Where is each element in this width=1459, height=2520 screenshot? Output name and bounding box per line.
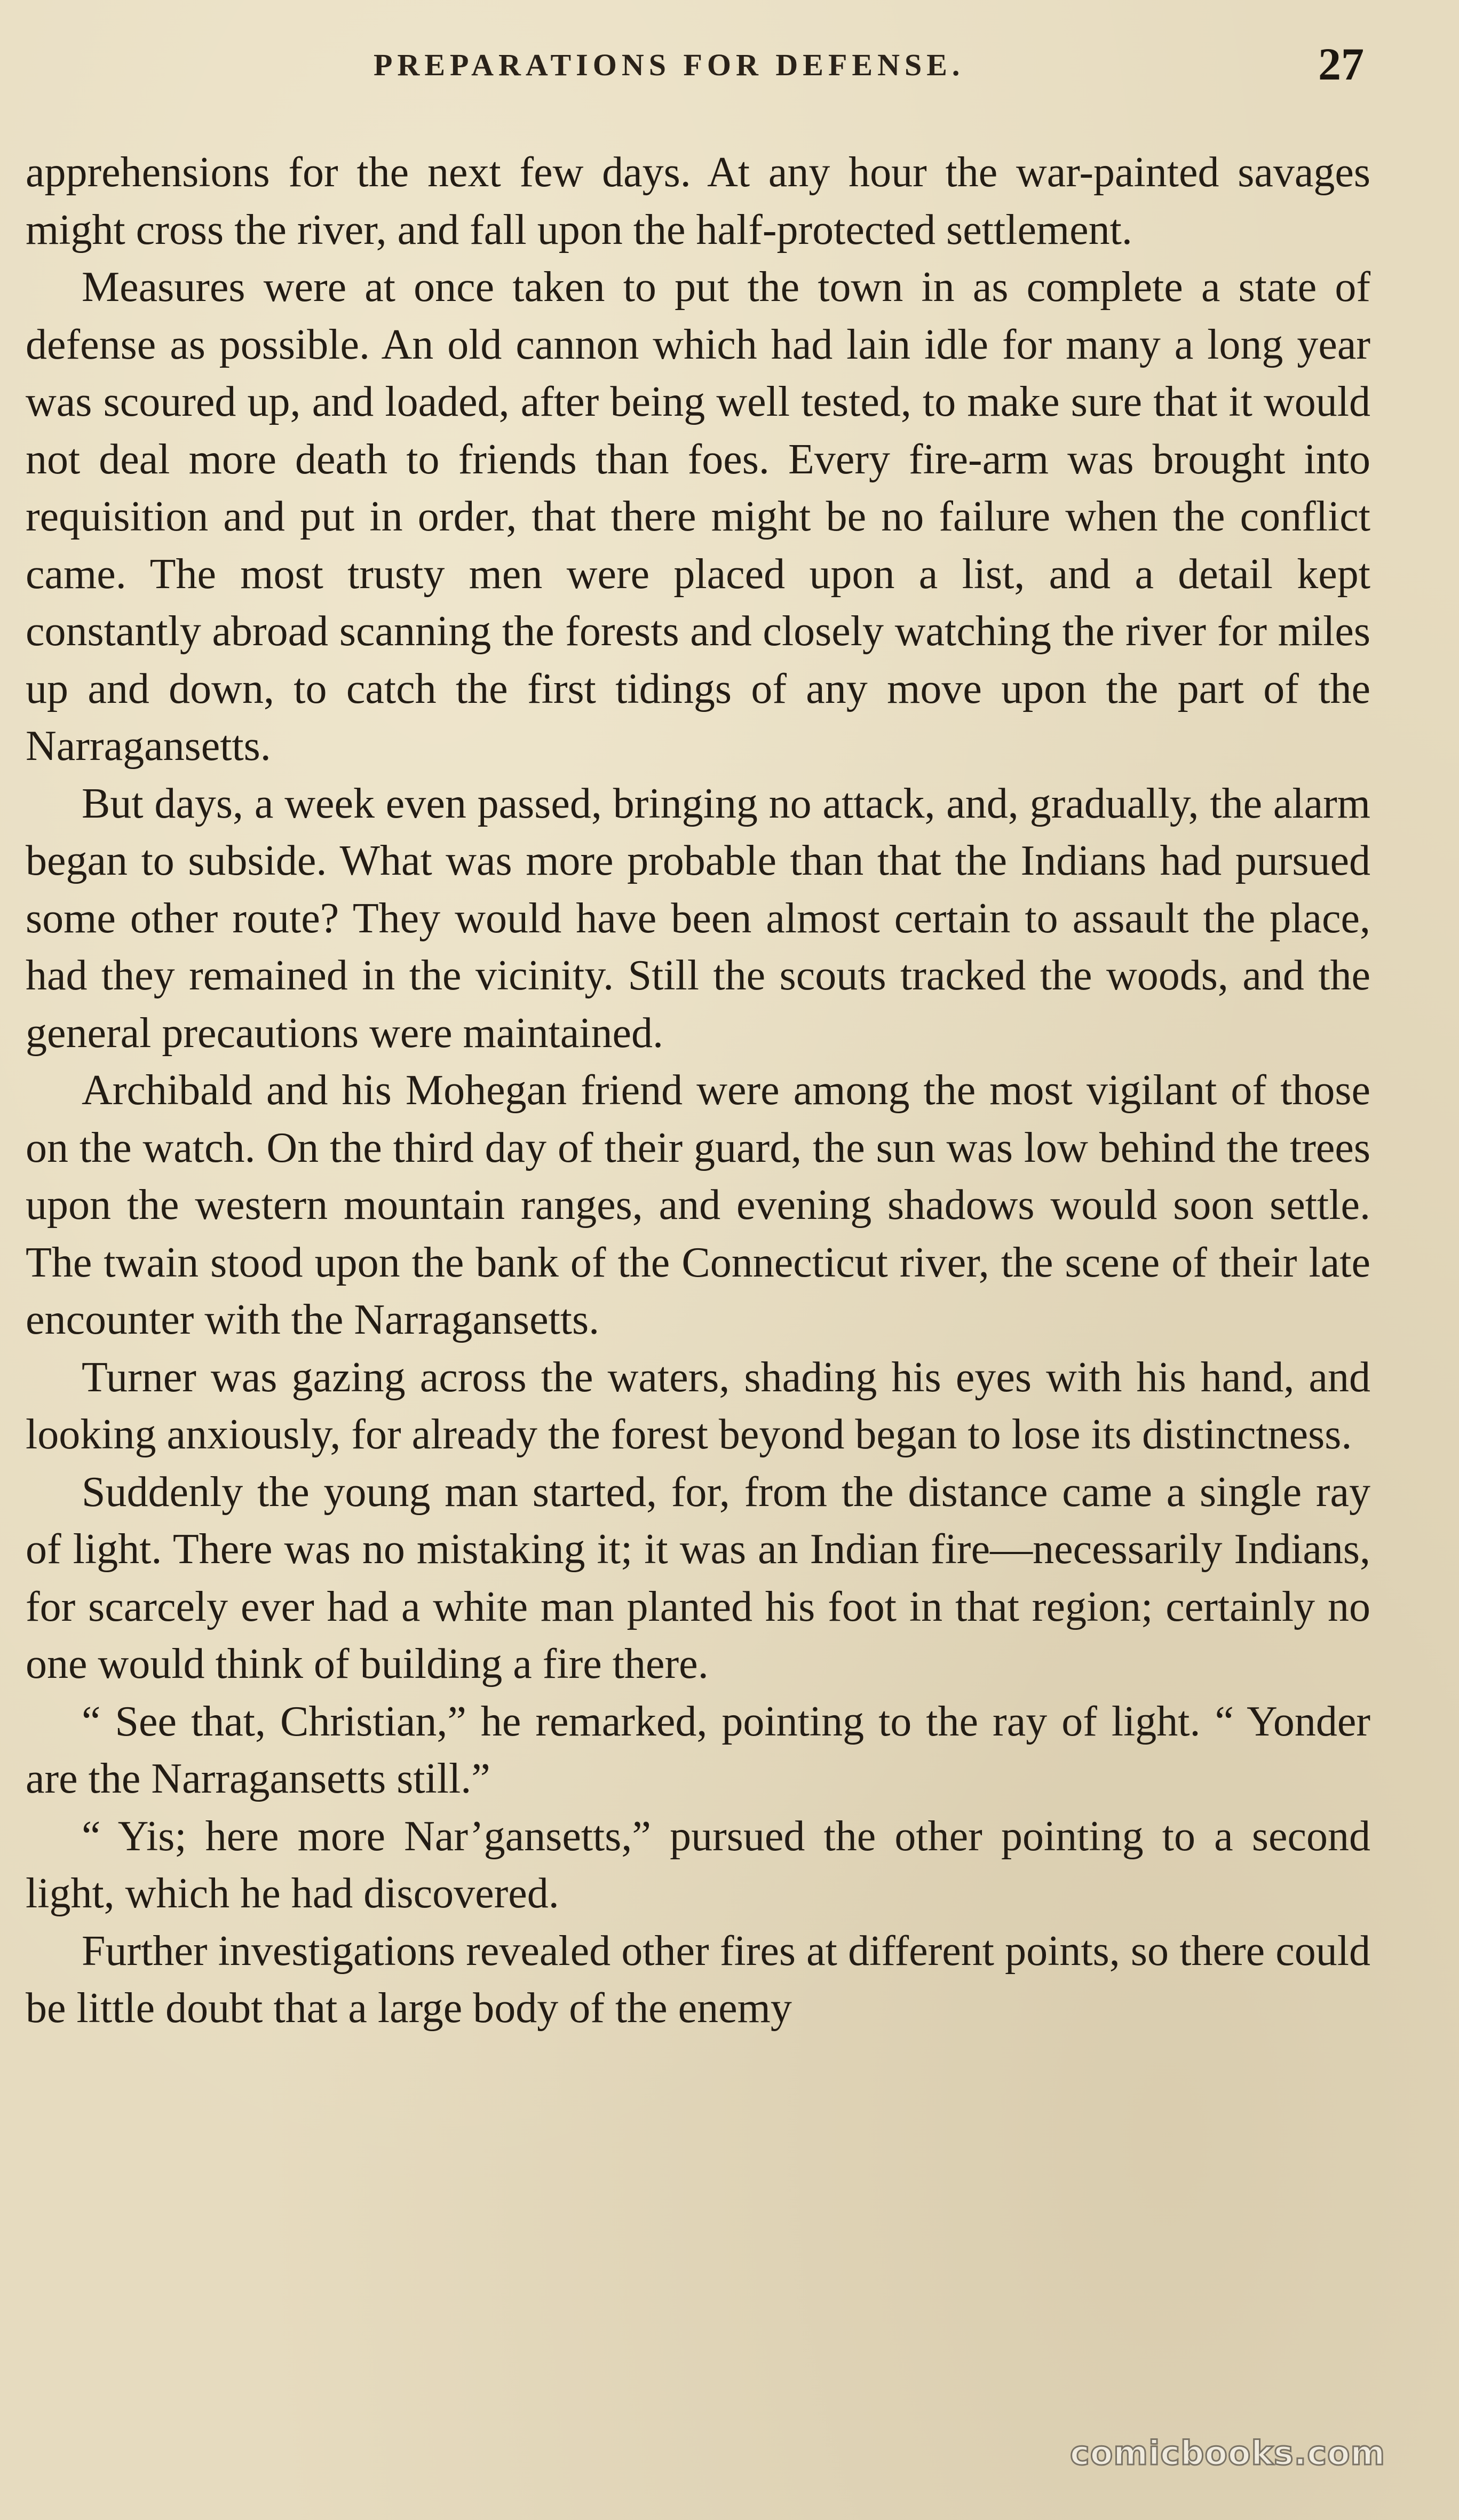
paragraph: Archibald and his Mohegan friend were among the most vigilant of those on the watch. On the third day of their guard, the sun was low behind the trees upon the western mountain ranges, and evening shadows would soon settle. The twain stood upon the bank of the Connecticut river, the scene of their late encounter with the Narragansetts. <box>26 1067 1370 1343</box>
paragraph-continuation: apprehensions for the next few days. At any hour the war-painted savages might cross the river, and fall upon the half-protected settlement. <box>26 149 1370 253</box>
watermark: comicbooks.com <box>1070 2434 1386 2473</box>
paragraph: Turner was gazing across the waters, shading his eyes with his hand, and looking anxiously, for already the forest beyond began to lose its distinctness. <box>26 1353 1370 1458</box>
paragraph: Measures were at once taken to put the town in as complete a state of defense as possible. An old cannon which had lain idle for many a long year was scoured up, and loaded, after being well tested, to make sure that it would not deal more death to friends than foes. Every fire-arm was brought into requisition and put in order, that there might be no failure when the conflict came. The most trusty men were placed upon a list, and a detail kept constantly abroad scanning the forests and closely watching the river for miles up and down, to catch the first tidings of any move upon the part of the Narragansetts. <box>26 264 1370 770</box>
page-number: 27 <box>1318 38 1364 90</box>
paragraph: “ See that, Christian,” he remarked, pointing to the ray of light. “ Yonder are the Narragansetts still.” <box>26 1698 1370 1802</box>
paragraph: “ Yis; here more Nar’gansetts,” pursued the other pointing to a second light, which he had discovered. <box>26 1812 1370 1917</box>
paragraph: Further investigations revealed other fires at different points, so there could be little doubt that a large body of the enemy <box>26 1927 1370 2032</box>
running-head <box>0 38 1459 95</box>
paragraph: But days, a week even passed, bringing no attack, and, gradually, the alarm began to subside. What was more probable than that the Indians had pursued some other route? They would have been almost certain to assault the place, had they remained in the vicinity. Still the scouts tracked the woods, and the general precautions were maintained. <box>26 780 1370 1057</box>
paragraph: Suddenly the young man started, for, from the distance came a single ray of light. There was no mistaking it; it was an Indian fire—necessarily Indians, for scarcely ever had a white man planted his foot in that region; certainly no one would think of building a fire there. <box>26 1468 1370 1687</box>
body-text <box>26 144 1370 2038</box>
chapter-heading: PREPARATIONS FOR DEFENSE. <box>374 47 965 82</box>
